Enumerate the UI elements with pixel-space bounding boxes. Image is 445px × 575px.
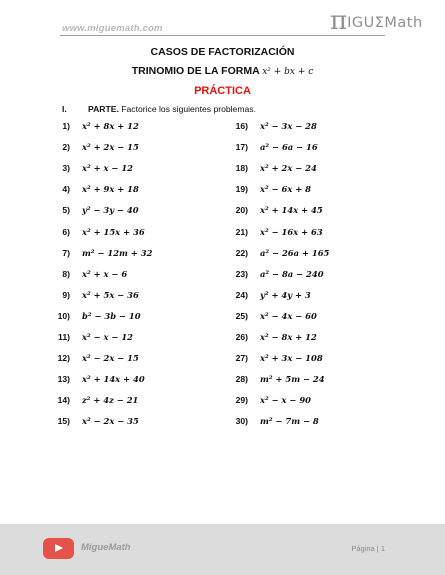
part-label: PARTE.: [88, 104, 119, 114]
problem-expression: x² + 9x + 18: [82, 184, 139, 195]
problem-expression: y² + 4y + 3: [260, 289, 311, 300]
problem-number: 12): [57, 353, 70, 364]
problem-item: [228, 160, 317, 174]
problem-item: [228, 392, 311, 406]
document-title: CASOS DE FACTORIZACIÓN: [150, 46, 295, 58]
logo-sigma: Σ: [374, 15, 385, 31]
problem-number: 18): [235, 163, 248, 174]
problem-expression: x² − 2x − 15: [82, 353, 139, 364]
problem-item: [50, 413, 139, 427]
problem-expression: x² − 3x − 28: [260, 121, 317, 131]
problem-item: [228, 224, 323, 238]
problem-expression: x² + 2x − 24: [260, 163, 317, 174]
part-text: Factorice los siguientes problemas.: [121, 104, 256, 114]
problem-number: 29): [235, 395, 248, 406]
problem-item: [228, 202, 323, 216]
problem-number: 23): [235, 268, 248, 279]
logo-pi: π: [330, 6, 348, 36]
problem-item: [50, 308, 141, 322]
part-roman: I.: [62, 104, 67, 114]
problem-item: [228, 413, 319, 427]
problem-number: 6): [62, 226, 70, 237]
problem-number: 11): [58, 332, 70, 342]
problem-number: 19): [235, 184, 248, 195]
problem-expression: x² + 14x + 40: [82, 374, 145, 385]
problem-number: 27): [235, 353, 248, 364]
problem-number: 17): [235, 142, 248, 153]
document-subtitle: [0, 65, 445, 77]
problem-item: [50, 181, 139, 195]
logo-word-a: IGU: [347, 15, 375, 31]
problem-item: [228, 350, 323, 364]
problem-item: [228, 139, 318, 153]
problem-expression: x² + 8x + 12: [82, 121, 139, 131]
problem-expression: z² + 4z − 21: [82, 395, 139, 406]
problem-item: [50, 392, 138, 406]
problem-item: [50, 202, 139, 216]
problem-expression: x² + 15x + 36: [82, 226, 145, 237]
problem-number: 30): [235, 416, 248, 427]
problem-item: [50, 266, 127, 280]
problem-expression: a² − 8a − 240: [260, 268, 324, 279]
problem-number: 9): [62, 289, 70, 300]
channel-name: MigueMath: [81, 542, 131, 553]
play-icon: [55, 544, 63, 552]
problem-number: 7): [62, 247, 70, 258]
problem-item: [228, 181, 311, 195]
problem-number: 28): [235, 374, 248, 385]
problem-expression: m² − 12m + 32: [82, 247, 153, 258]
problem-item: [50, 329, 133, 343]
problem-expression: x² − x − 12: [82, 332, 134, 342]
practice-heading: PRÁCTICA: [194, 85, 251, 97]
problem-item: [50, 350, 139, 364]
problem-expression: x² − 2x − 35: [82, 416, 139, 427]
problem-item: [228, 371, 325, 385]
problem-expression: y² − 3y − 40: [82, 205, 139, 216]
problem-expression: a² − 26a + 165: [260, 247, 330, 258]
problem-expression: x² − 8x + 12: [260, 332, 317, 342]
problem-number: 25): [235, 310, 248, 321]
problem-number: 16): [235, 121, 248, 131]
problem-number: 10): [57, 310, 70, 321]
problem-expression: x² + x − 12: [82, 163, 134, 174]
problem-item: [228, 287, 311, 301]
page-number: Página | 1: [351, 544, 385, 553]
problem-expression: m² − 7m − 8: [260, 416, 319, 427]
problem-number: 5): [62, 205, 70, 216]
problem-item: [228, 266, 324, 280]
problem-expression: x² + 5x − 36: [82, 289, 139, 300]
logo-word-b: Math: [384, 15, 423, 31]
problem-item: [50, 139, 139, 153]
problem-number: 15): [57, 416, 70, 427]
problem-item: [50, 118, 139, 132]
miguemath-logo: [330, 6, 423, 36]
page-footer: [0, 524, 445, 575]
problem-number: 24): [235, 289, 248, 300]
problem-expression: m² + 5m − 24: [260, 374, 325, 385]
problem-number: 14): [57, 395, 70, 406]
problem-number: 8): [62, 268, 70, 279]
problem-item: [228, 329, 317, 343]
subtitle-text: TRINOMIO DE LA FORMA: [131, 65, 260, 77]
problem-expression: x² − 16x + 63: [260, 226, 323, 237]
problem-expression: x² + 2x − 15: [82, 142, 139, 153]
problem-item: [50, 371, 145, 385]
problem-number: 2): [62, 142, 70, 153]
problem-expression: x² − 4x − 60: [260, 310, 317, 321]
problem-number: 22): [235, 247, 248, 258]
problem-expression: a² − 6a − 16: [260, 142, 318, 153]
problem-number: 3): [62, 163, 70, 174]
problem-item: [228, 118, 317, 132]
problem-number: 21): [235, 226, 248, 237]
problem-expression: x² + x − 6: [82, 268, 128, 279]
site-url: www.miguemath.com: [62, 23, 163, 34]
problem-number: 4): [62, 184, 70, 195]
subtitle-formula: x² + bx + c: [262, 67, 314, 77]
problem-number: 26): [235, 332, 248, 342]
problem-item: [50, 287, 139, 301]
problem-expression: x² − 6x + 8: [260, 184, 312, 195]
problem-expression: x² − x − 90: [260, 395, 312, 406]
problem-number: 20): [235, 205, 248, 216]
part-instruction: [62, 104, 256, 114]
youtube-icon[interactable]: [43, 538, 74, 559]
problem-expression: x² + 14x + 45: [260, 205, 323, 216]
problem-number: 1): [62, 121, 70, 131]
problem-item: [228, 308, 317, 322]
problem-expression: x² + 3x − 108: [260, 353, 323, 364]
problem-number: 13): [57, 374, 70, 385]
problem-item: [228, 245, 329, 259]
problem-item: [50, 224, 145, 238]
problem-expression: b² − 3b − 10: [82, 310, 141, 321]
problem-item: [50, 245, 152, 259]
problem-item: [50, 160, 133, 174]
